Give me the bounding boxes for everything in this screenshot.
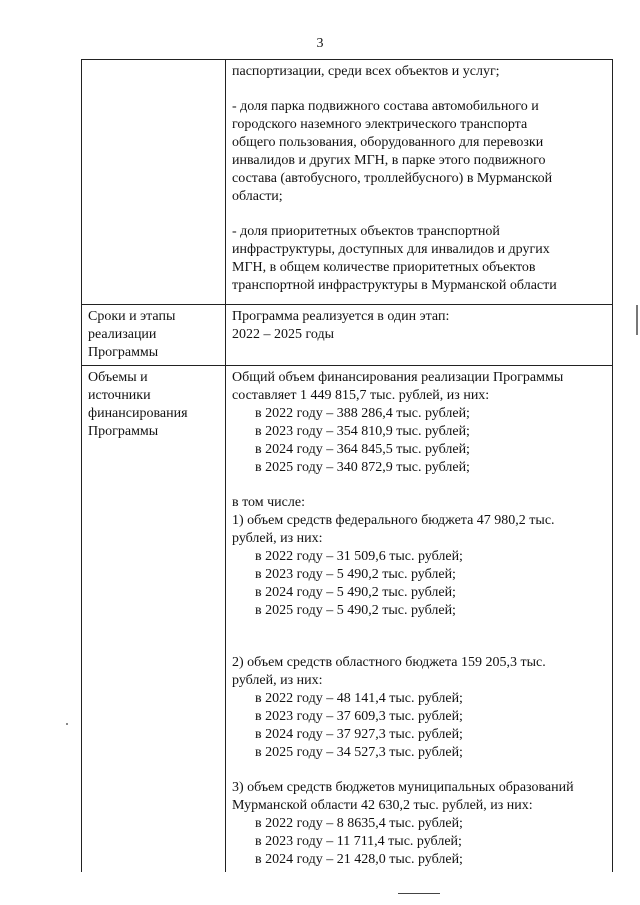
text-line: общего пользования, оборудованного для перевозки	[232, 135, 544, 150]
label-cell-empty	[82, 60, 226, 305]
label-line: реализации	[88, 327, 157, 342]
text-line: паспортизации, среди всех объектов и услуг;	[232, 64, 500, 79]
page-number: 3	[316, 36, 324, 51]
year-line: в 2024 году – 5 490,2 тыс. рублей;	[255, 585, 456, 600]
passport-table	[81, 59, 613, 872]
table-row-terms	[82, 305, 613, 366]
text-line: 1) объем средств федерального бюджета 47 980,2 тыс.	[232, 513, 555, 528]
text-line: рублей, из них:	[232, 673, 323, 688]
scan-bottom-mark	[398, 893, 440, 894]
label-line: Программы	[88, 345, 159, 360]
value-cell-terms	[226, 305, 613, 366]
year-line: в 2022 году – 48 141,4 тыс. рублей;	[255, 691, 463, 706]
funding-total	[232, 369, 606, 477]
funding-including: в том числе:	[232, 495, 305, 510]
label-cell-terms	[82, 305, 226, 366]
text-line: МГН, в общем количестве приоритетных объектов	[232, 260, 536, 275]
year-line: в 2023 году – 5 490,2 тыс. рублей;	[255, 567, 456, 582]
label-cell-funding	[82, 366, 226, 873]
text-line: 2) объем средств областного бюджета 159 205,3 тыс.	[232, 655, 546, 670]
year-line: в 2024 году – 364 845,5 тыс. рублей;	[255, 442, 470, 457]
funding-municipal	[232, 779, 606, 869]
scan-edge-mark	[636, 305, 638, 335]
funding-federal	[232, 512, 606, 620]
year-line: в 2023 году – 37 609,3 тыс. рублей;	[255, 709, 463, 724]
text-line: инфраструктуры, доступных для инвалидов и других	[232, 242, 550, 257]
label-line: Программы	[88, 424, 159, 439]
value-cell-funding	[226, 366, 613, 873]
text-line: Мурманской области 42 630,2 тыс. рублей, из них:	[232, 798, 533, 813]
text-line: Программа реализуется в один этап:	[232, 309, 450, 324]
text-line: состава (автобусного, троллейбусного) в Мурманской	[232, 171, 553, 186]
year-line: в 2024 году – 21 428,0 тыс. рублей;	[255, 852, 463, 867]
text-line: - доля приоритетных объектов транспортной	[232, 224, 500, 239]
year-line: в 2025 году – 34 527,3 тыс. рублей;	[255, 745, 463, 760]
text-line: 2022 – 2025 годы	[232, 327, 335, 342]
year-line: в 2023 году – 354 810,9 тыс. рублей;	[255, 424, 470, 439]
text-line: 3) объем средств бюджетов муниципальных образований	[232, 780, 574, 795]
text-line: - доля парка подвижного состава автомобильного и	[232, 99, 539, 114]
year-line: в 2022 году – 31 509,6 тыс. рублей;	[255, 549, 463, 564]
label-line: источники	[88, 388, 151, 403]
label-line: финансирования	[88, 406, 188, 421]
indicator-priority-objects	[232, 223, 606, 295]
scan-dot	[66, 723, 68, 725]
funding-regional	[232, 654, 606, 762]
value-cell-indicators	[226, 60, 613, 305]
table-row-funding	[82, 366, 613, 873]
year-line: в 2025 году – 340 872,9 тыс. рублей;	[255, 460, 470, 475]
indicator-rolling-stock	[232, 98, 606, 206]
table-row-indicators	[82, 60, 613, 305]
year-line: в 2024 году – 37 927,3 тыс. рублей;	[255, 727, 463, 742]
year-line: в 2022 году – 388 286,4 тыс. рублей;	[255, 406, 470, 421]
text-line: городского наземного электрического транспорта	[232, 117, 528, 132]
text-line: составляет 1 449 815,7 тыс. рублей, из них:	[232, 388, 490, 403]
text-line: транспортной инфраструктуры в Мурманской области	[232, 278, 557, 293]
label-line: Объемы и	[88, 370, 148, 385]
indicator-continuation	[232, 63, 606, 81]
text-line: Общий объем финансирования реализации Программы	[232, 370, 564, 385]
year-line: в 2025 году – 5 490,2 тыс. рублей;	[255, 603, 456, 618]
text-line: инвалидов и других МГН, в парке этого подвижного	[232, 153, 546, 168]
year-line: в 2022 году – 8 8635,4 тыс. рублей;	[255, 816, 463, 831]
year-line: в 2023 году – 11 711,4 тыс. рублей;	[255, 834, 462, 849]
text-line: рублей, из них:	[232, 531, 323, 546]
label-line: Сроки и этапы	[88, 309, 176, 324]
text-line: области;	[232, 189, 283, 204]
